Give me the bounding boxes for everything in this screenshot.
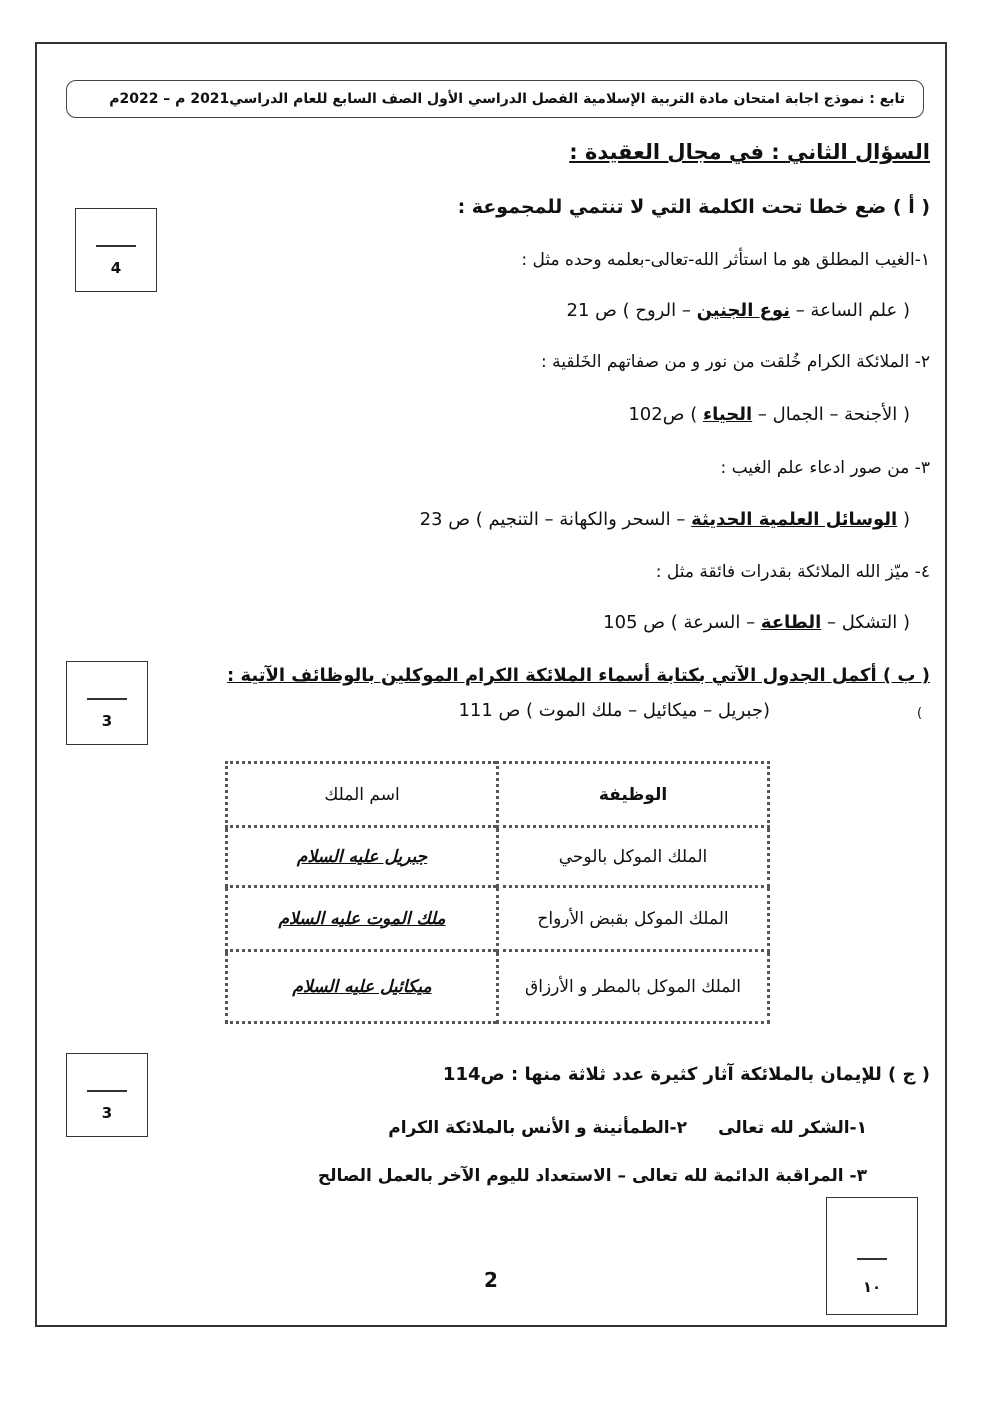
row-2-function: الملك الموكل بقبض الأرواح (498, 887, 769, 951)
part-c-effect-1: ١-الشكر لله تعالى (718, 1118, 867, 1138)
part-c-effect-3: ٣- المراقبة الدائمة لله تعالى – الاستعداد لليوم الآخر بالعمل الصالح (317, 1166, 867, 1186)
header-angel-name: اسم الملك (227, 763, 498, 827)
part-b-hint: (جبريل – ميكائيل – ملك الموت ) ص 111 (458, 700, 770, 721)
page-number: 2 (484, 1268, 498, 1292)
total-score-box (826, 1197, 918, 1315)
part-b-score: 3 (101, 712, 113, 730)
part-a-item-3-question: ٣- من صور ادعاء علم الغيب : (720, 458, 930, 478)
part-c-title: ( ج ) للإيمان بالملائكة آثار كثيرة عدد ثلاثة منها : ص114 (442, 1064, 930, 1085)
part-a-item-4-answer: الطاعة (760, 612, 822, 633)
row-1-function: الملك الموكل بالوحي (498, 827, 769, 887)
part-b-score-box (66, 661, 148, 745)
table-row (227, 951, 769, 1023)
table-row (227, 887, 769, 951)
part-a-item-2-question: ٢- الملائكة الكرام خُلقت من نور و من صفاتهم الخَلقية : (541, 352, 930, 372)
part-a-score: 4 (110, 259, 122, 277)
part-b-stray-paren: ( (917, 706, 923, 721)
row-1-angel: جبريل عليه السلام (227, 827, 498, 887)
part-a-item-1-question: ١-الغيب المطلق هو ما استأثر الله-تعالى-بعلمه وحده مثل : (521, 250, 930, 270)
table-row (227, 827, 769, 887)
question-title: السؤال الثاني : في مجال العقيدة : (569, 140, 930, 164)
part-a-item-1-answer: نوع الجنين (696, 300, 790, 321)
part-b-title: ( ب ) أكمل الجدول الآتي بكتابة أسماء الملائكة الكرام الموكلين بالوظائف الآتية : (226, 665, 930, 686)
part-a-item-4-question: ٤- ميّز الله الملائكة بقدرات فائقة مثل : (655, 562, 930, 582)
row-3-angel: ميكائيل عليه السلام (227, 951, 498, 1023)
table-header-row (227, 763, 769, 827)
part-a-item-1-options: ( علم الساعة – نوع الجنين – الروح ) ص 21 (566, 300, 910, 321)
part-a-item-3-options: ( الوسائل العلمية الحديثة – السحر والكهانة – التنجيم ) ص 23 (419, 509, 910, 530)
part-c-score: 3 (101, 1104, 113, 1122)
part-a-item-3-answer: الوسائل العلمية الحديثة (691, 509, 898, 530)
total-score: ١٠ (862, 1278, 882, 1296)
row-3-function: الملك الموكل بالمطر و الأرزاق (498, 951, 769, 1023)
row-2-angel: ملك الموت عليه السلام (227, 887, 498, 951)
part-a-item-4-options: ( التشكل – الطاعة – السرعة ) ص 105 (603, 612, 910, 633)
header-function: الوظيفة (498, 763, 769, 827)
part-a-score-box (75, 208, 157, 292)
part-c-score-box (66, 1053, 148, 1137)
angels-table (225, 761, 770, 1024)
part-a-title: ( أ ) ضع خطا تحت الكلمة التي لا تنتمي للمجموعة : (457, 196, 930, 218)
exam-header: تابع : نموذج اجابة امتحان مادة التربية الإسلامية الفصل الدراسي الأول الصف السابع للعام الدراسي2021 م – 2022م (66, 80, 924, 118)
part-a-item-2-options: ( الأجنحة – الجمال – الحياء ) ص102 (628, 404, 910, 425)
part-a-item-2-answer: الحياء (702, 404, 753, 425)
part-c-effect-2: ٢-الطمأنينة و الأنس بالملائكة الكرام (388, 1118, 687, 1138)
